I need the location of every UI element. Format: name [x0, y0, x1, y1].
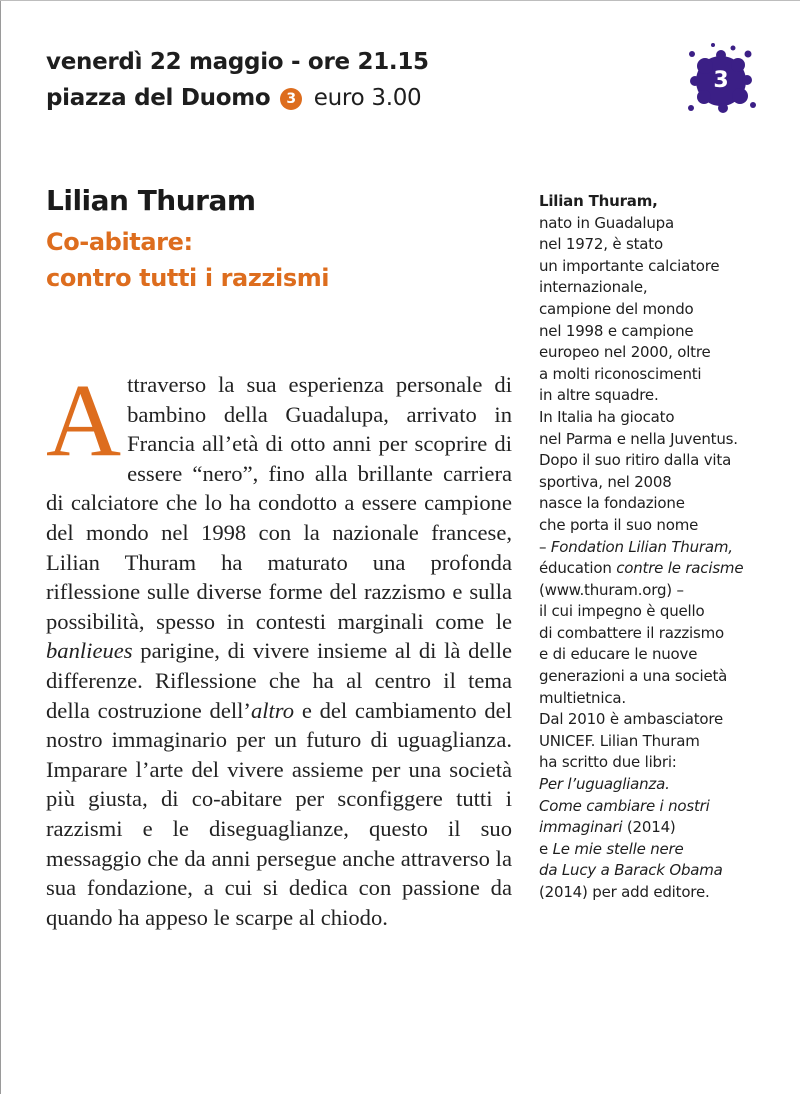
bio-line: Dal 2010 è ambasciatore: [539, 710, 724, 729]
subtitle-line-2: contro tutti i razzismi: [46, 264, 330, 292]
subtitle-line-1: Co-abitare:: [46, 228, 193, 256]
bio-line: ha scritto due libri:: [539, 753, 677, 772]
bio-line: che porta il suo nome: [539, 515, 699, 534]
body-part-2: parigine, di vivere insieme al di là delle differenze. Riflessione che ha al centro il tema della costruzione dell’: [46, 638, 512, 723]
book-title: immaginari: [539, 818, 623, 837]
book-title: Le mie stelle nere: [552, 839, 684, 858]
bio-line: [539, 774, 789, 796]
book-title: da Lucy a Barack Obama: [539, 861, 723, 880]
bio-line: un importante calciatore: [539, 256, 720, 275]
bio-line: nasce la fondazione: [539, 494, 685, 513]
drop-cap: A: [46, 363, 122, 478]
bio-line: [539, 796, 789, 818]
body-italic-banlieues: banlieues: [46, 638, 133, 664]
bio-line: il cui impegno è quello: [539, 602, 705, 621]
bio-line: [539, 558, 789, 580]
book-title: Per l’uguaglianza.: [539, 775, 670, 794]
venue-number-badge: 3: [280, 88, 302, 110]
bio-italic: contre le racisme: [616, 559, 744, 578]
bio-text: éducation: [539, 559, 617, 578]
event-date-time: venerdì 22 maggio - ore 21.15: [46, 49, 429, 75]
author-name: Lilian Thuram: [46, 184, 256, 217]
bio-line: [539, 537, 789, 559]
page-number-badge: [683, 42, 759, 118]
bio-dash: –: [539, 537, 551, 556]
bio-line: generazioni a una società: [539, 667, 728, 686]
bio-line: UNICEF. Lilian Thuram: [539, 731, 700, 750]
bio-line: di combattere il razzismo: [539, 623, 725, 642]
bio-website: (www.thuram.org) –: [539, 580, 684, 599]
bio-line: a molti riconoscimenti: [539, 364, 702, 383]
bio-line: Lilian Thuram,: [539, 192, 658, 210]
bio-line: In Italia ha giocato: [539, 407, 675, 426]
bio-line: nel Parma e nella Juventus.: [539, 429, 738, 448]
event-venue-line: [46, 80, 429, 116]
bio-line: in altre squadre.: [539, 386, 659, 405]
book-year: (2014): [622, 818, 676, 837]
bio-line: nel 1972, è stato: [539, 235, 663, 254]
body-part-1: ttraverso la sua esperienza personale di bambino della Guadalupa, arrivato in Francia all’età di otto anni per scoprire di essere “nero”, fino alla brillante carriera di calciatore che lo ha condotto a essere campione del mondo nel 1998 con la nazionale francese, Lilian Thuram ha maturato una profonda riflessione sulle diverse forme del razzismo e sulla possibilità, spesso in contesti marginali come le: [46, 372, 512, 634]
bio-text: e: [539, 839, 553, 858]
body-italic-altro: altro: [250, 697, 295, 723]
article-body: [46, 363, 512, 932]
bio-line: multietnica.: [539, 688, 626, 707]
bio-foundation-name: Fondation Lilian Thuram,: [550, 537, 733, 556]
page-edge-top: [0, 0, 800, 1]
book-title: Come cambiare i nostri: [539, 796, 710, 815]
event-venue: piazza del Duomo: [46, 85, 271, 111]
event-header: [46, 44, 429, 116]
page-number: 3: [713, 68, 729, 93]
bio-line: (2014) per add editore.: [539, 883, 710, 901]
bio-line: e di educare le nuove: [539, 645, 698, 664]
author-bio-sidebar: [539, 191, 789, 904]
bio-line: campione del mondo: [539, 299, 694, 318]
bio-line: [539, 839, 789, 861]
body-part-3: e del cambiamento del nostro immaginario per un futuro di uguaglianza. Imparare l’arte del vivere assieme per una società più giusta, di co-abitare per sconfiggere tutti i razzismi e le diseguaglianze, questo il suo messaggio che da anni persegue anche attraverso la sua fondazione, a cui si dedica con passione da quando ha appeso le scarpe al chiodo.: [46, 697, 512, 930]
page-edge-left: [0, 0, 1, 1094]
bio-line: Dopo il suo ritiro dalla vita: [539, 451, 732, 470]
bio-line: nato in Guadalupa: [539, 213, 674, 232]
title-block: [46, 183, 329, 296]
bio-line: [539, 860, 789, 882]
bio-line: europeo nel 2000, oltre: [539, 343, 711, 362]
bio-line: [539, 817, 789, 839]
bio-line: nel 1998 e campione: [539, 321, 694, 340]
bio-line: sportiva, nel 2008: [539, 472, 672, 491]
event-price: euro 3.00: [313, 85, 422, 111]
bio-line: internazionale,: [539, 278, 648, 297]
